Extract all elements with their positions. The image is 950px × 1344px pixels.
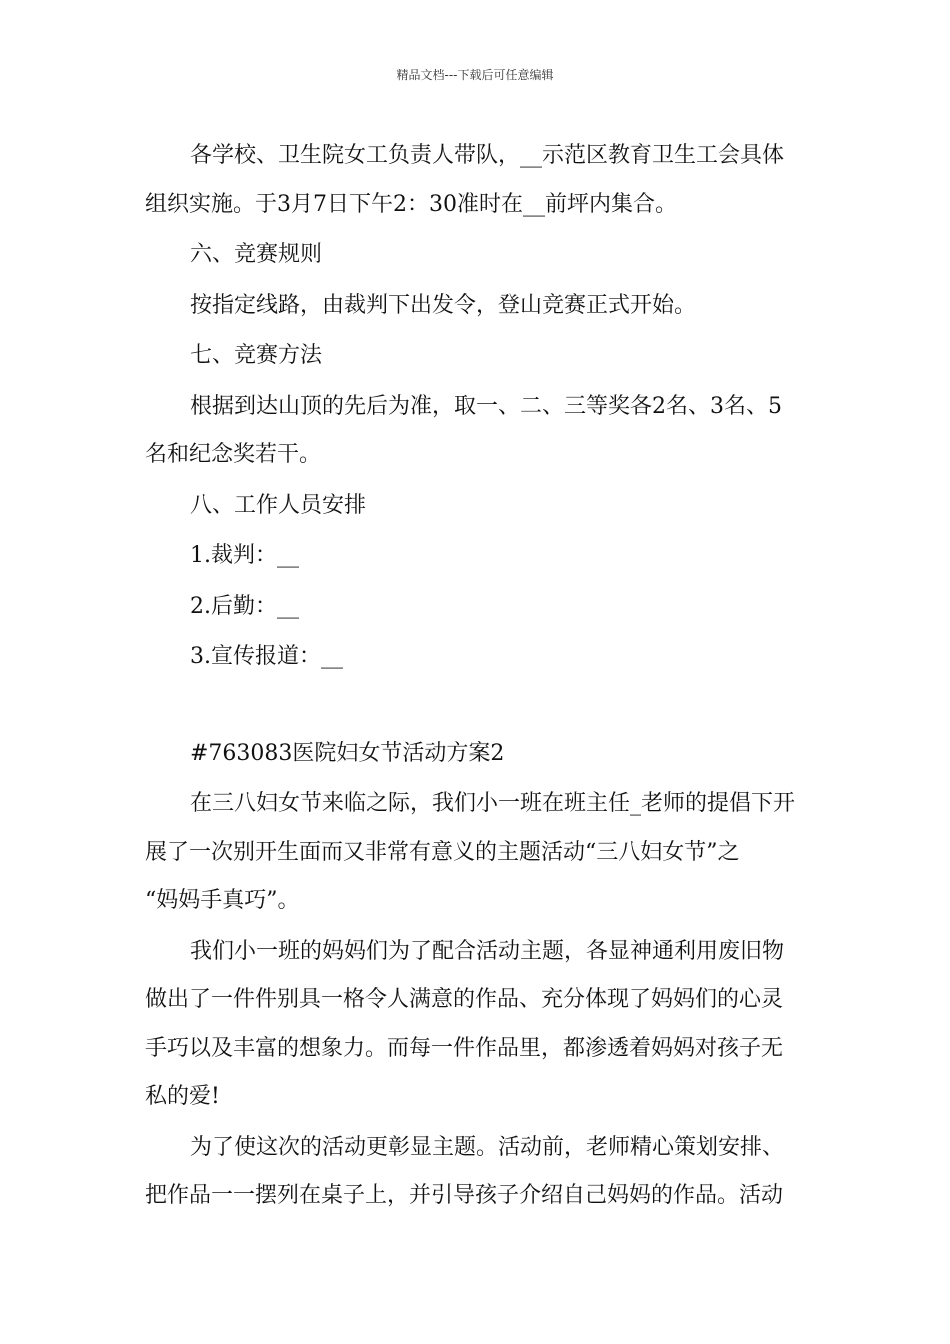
document-title (145, 730, 805, 779)
section-heading: 七、竞赛方法 (190, 343, 323, 368)
paragraph-line: 私的爱! (145, 1084, 220, 1109)
paragraph-activity (145, 1124, 805, 1221)
paragraph-line: 把作品一一摆列在桌子上，并引导孩子介绍自己妈妈的作品。活动 (145, 1183, 784, 1208)
section-title: #763083医院妇女节活动方案2 (190, 740, 505, 766)
section-heading: 六、竞赛规则 (190, 242, 323, 267)
paragraph-line: 为了使这次的活动更彰显主题。活动前，老师精心策划安排、 (190, 1134, 785, 1160)
staff-list-item (145, 583, 805, 632)
paragraph-method (145, 383, 805, 480)
section-heading-method (145, 332, 805, 381)
spacer (145, 684, 805, 730)
staff-list-item (145, 633, 805, 682)
paragraph-line: 在三八妇女节来临之际，我们小一班在班主任_老师的提倡下开 (190, 791, 796, 816)
paragraph-line: 根据到达山顶的先后为准，取一、二、三等奖各2名、3名、5 (190, 393, 782, 419)
paragraph-line: 按指定线路，由裁判下出发令，登山竞赛正式开始。 (190, 292, 697, 318)
paragraph-rules (145, 282, 805, 331)
paragraph-line: 手巧以及丰富的想象力。而每一件作品里，都渗透着妈妈对孩子无 (145, 1035, 784, 1061)
document-body (145, 132, 805, 1223)
paragraph-mothers (145, 928, 805, 1122)
section-heading-staff (145, 482, 805, 531)
paragraph-line: 展了一次别开生面而又非常有意义的主题活动“三八妇女节”之 (145, 839, 740, 865)
paragraph-line: “妈妈手真巧”。 (145, 888, 300, 913)
paragraph-line: 名和纪念奖若干。 (145, 442, 322, 467)
list-item: 1.裁判：__ (190, 543, 299, 568)
list-item: 3.宣传报道：__ (190, 644, 343, 669)
paragraph-line: 各学校、卫生院女工负责人带队，__示范区教育卫生工会具体 (190, 143, 785, 168)
section-heading: 八、工作人员安排 (190, 492, 367, 518)
page-header: 精品文档---下载后可任意编辑 (396, 68, 554, 82)
paragraph-line: 我们小一班的妈妈们为了配合活动主题，各显神通利用废旧物 (190, 938, 785, 964)
paragraph-line: 做出了一件件别具一格令人满意的作品、充分体现了妈妈们的心灵 (145, 987, 784, 1012)
paragraph-line: 组织实施。于3月7日下午2：30准时在__前坪内集合。 (145, 191, 677, 217)
section-heading-rules (145, 231, 805, 280)
list-item: 2.后勤：__ (190, 593, 299, 619)
paragraph-organization (145, 132, 805, 229)
staff-list-item (145, 532, 805, 581)
paragraph-intro (145, 780, 805, 926)
